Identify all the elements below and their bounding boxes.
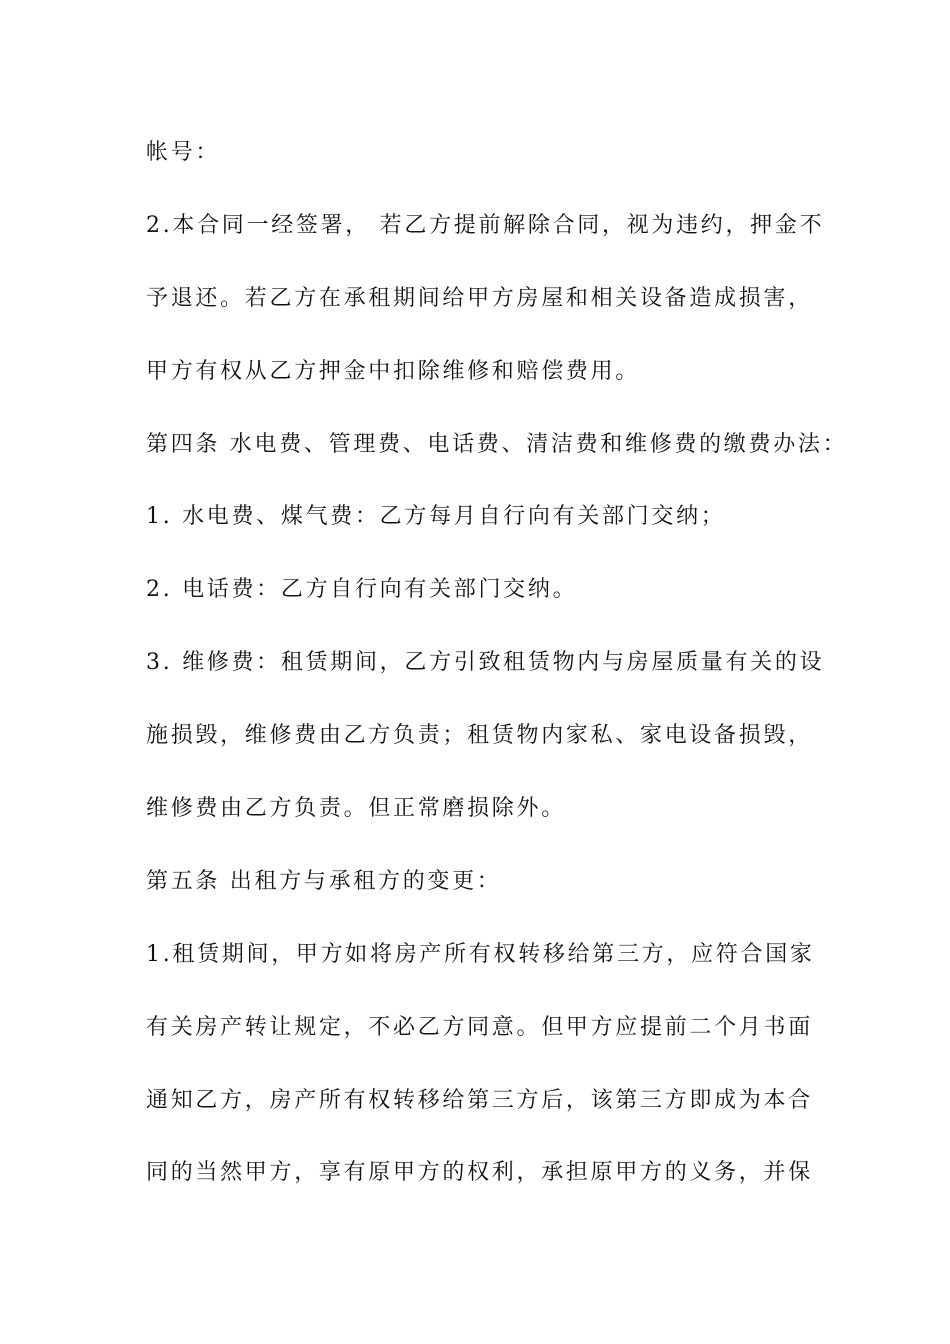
article-heading-five: 第五条 出租方与承租方的变更：	[146, 868, 502, 894]
text-line: 有关房产转让规定，不必乙方同意。但甲方应提前二个月书面	[146, 1014, 813, 1040]
text-line-account: 帐号：	[146, 140, 221, 165]
text-line: 2.本合同一经签署， 若乙方提前解除合同，视为违约，押金不	[146, 212, 825, 238]
text-line: 予退还。若乙方在承租期间给甲方房屋和相关设备造成损害，	[146, 285, 813, 311]
text-line: 1.租赁期间，甲方如将房产所有权转移给第三方，应符合国家	[146, 941, 815, 967]
text-line: 同的当然甲方，享有原甲方的权利，承担原甲方的义务，并保	[146, 1160, 813, 1186]
text-line: 2. 电话费：乙方自行向有关部门交纳。	[146, 577, 578, 603]
document-body	[146, 127, 848, 1220]
text-line: 通知乙方，房产所有权转移给第三方后，该第三方即成为本合	[146, 1087, 813, 1113]
text-line: 甲方有权从乙方押金中扣除维修和赔偿费用。	[146, 358, 641, 384]
text-line: 1. 水电费、煤气费：乙方每月自行向有关部门交纳；	[146, 504, 726, 530]
text-line: 3. 维修费：租赁期间，乙方引致租赁物内与房屋质量有关的设	[146, 650, 825, 676]
text-line: 施损毁，维修费由乙方负责；租赁物内家私、家电设备损毁，	[146, 723, 813, 749]
article-heading-four: 第四条 水电费、管理费、电话费、清洁费和维修费的缴费办法：	[146, 431, 848, 457]
text-line: 维修费由乙方负责。但正常磨损除外。	[146, 796, 566, 822]
